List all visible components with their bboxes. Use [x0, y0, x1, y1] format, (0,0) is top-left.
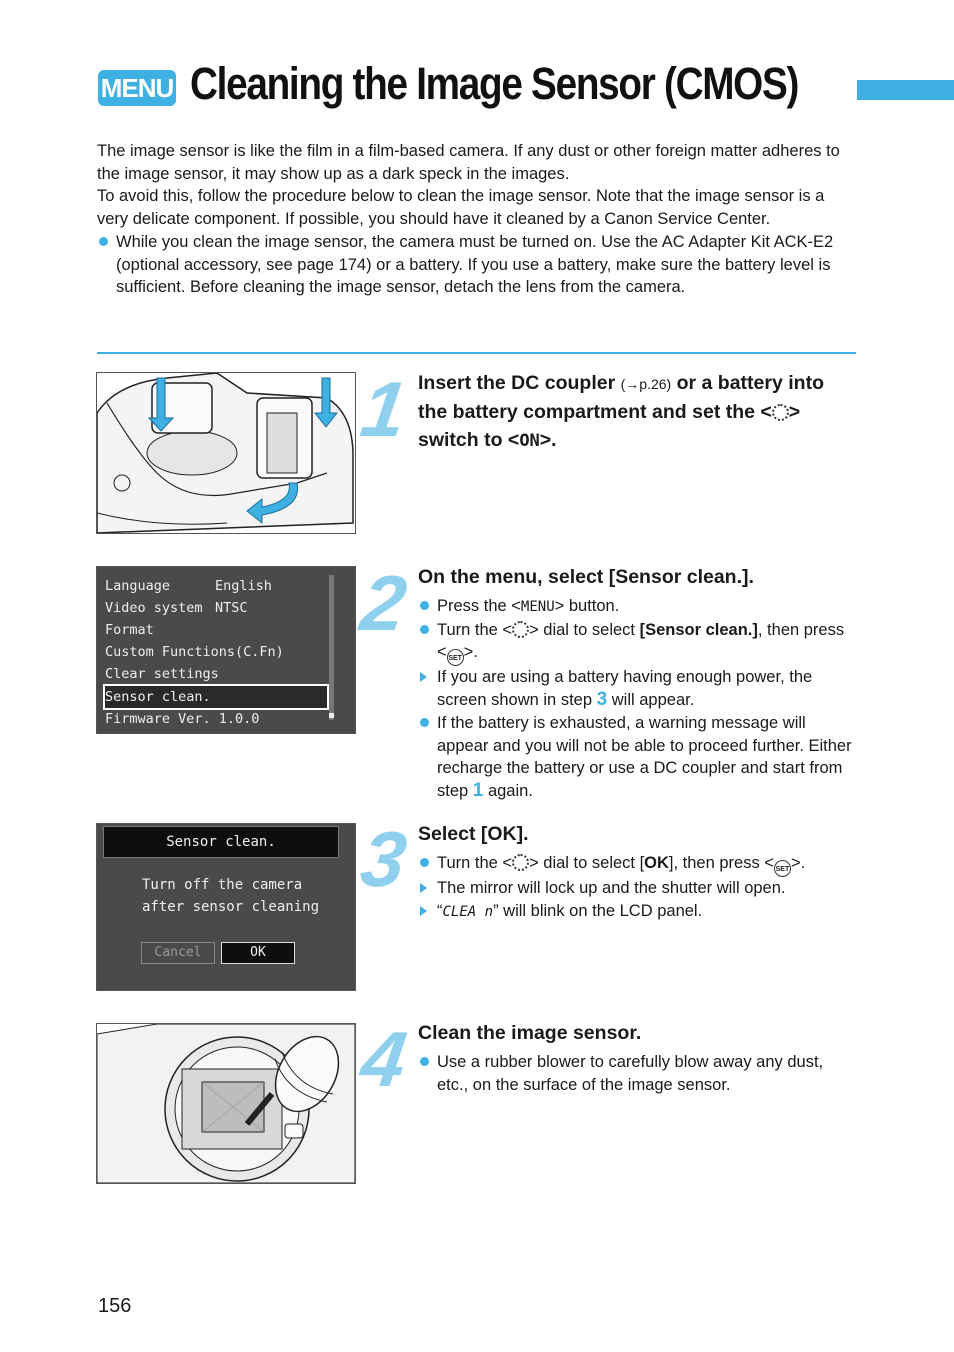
step-2	[418, 563, 858, 803]
result-arrow-icon	[420, 672, 427, 682]
lcd-dialog-title: Sensor clean.	[103, 826, 339, 858]
step-number: 2	[355, 559, 412, 647]
step-4	[418, 1019, 858, 1096]
page-title: Cleaning the Image Sensor (CMOS)	[190, 58, 799, 109]
step-number: 4	[355, 1015, 412, 1103]
lcd-ok-button: OK	[221, 942, 295, 964]
step-number: 1	[355, 365, 412, 453]
step-title: Select [OK].	[418, 823, 529, 845]
bullet-dot-icon	[420, 1057, 429, 1066]
list-item: Turn the < > dial to select [OK], then press < SET >.	[418, 852, 858, 877]
page-number: 156	[98, 1295, 132, 1317]
lcd-scrollbar	[329, 575, 334, 720]
step-title: Clean the image sensor.	[418, 1022, 642, 1044]
result-arrow-icon	[420, 906, 427, 916]
battery-insertion-illustration	[96, 372, 356, 534]
lcd-scroll-thumb	[329, 713, 334, 718]
list-item: If you are using a battery having enough power, the screen shown in step 3 will appear.	[418, 666, 858, 711]
list-item: If the battery is exhausted, a warning message will appear and you will not be able to proceed further. Either recharge the battery or use a DC coupler and start from step 1 again.	[418, 712, 858, 803]
lcd-sensor-clean-dialog	[96, 823, 356, 991]
lcd-cancel-button: Cancel	[141, 942, 215, 964]
bullet-dot-icon	[420, 625, 429, 634]
lcd-menu-item: Video system NTSC	[105, 600, 248, 616]
lcd-menu-item-selected: Sensor clean.	[105, 686, 327, 708]
intro-paragraph-2: To avoid this, follow the procedure below to clean the image sensor. Note that the image sensor is a very delicate component. If possible, you should have it cleaned by a Canon Service Center.	[97, 187, 825, 229]
quick-control-dial-icon	[512, 621, 529, 638]
list-item: Turn the < > dial to select [Sensor clean.], then press < SET >.	[418, 619, 858, 667]
intro-bullet-text: While you clean the image sensor, the camera must be turned on. Use the AC Adapter Kit ACK-E2 (optional accessory, see page 174) or a battery. If you use a battery, make sure the battery level is sufficient. Before cleaning the image sensor, detach the lens from the camera.	[116, 232, 834, 297]
set-button-icon: SET	[447, 649, 464, 666]
section-divider	[97, 352, 856, 354]
lcd-menu-item: Clear settings	[105, 666, 219, 682]
step-title: On the menu, select [Sensor clean.].	[418, 566, 754, 588]
bullet-dot-icon	[420, 718, 429, 727]
intro-paragraph-1: The image sensor is like the film in a film-based camera. If any dust or other foreign matter adheres to the image sensor, it may show up as a dark speck in the images.	[97, 142, 840, 183]
step-3	[418, 820, 858, 923]
list-item: The mirror will lock up and the shutter will open.	[418, 877, 858, 900]
step-1	[418, 369, 858, 459]
lcd-menu-item: Custom Functions(C.Fn)	[105, 644, 284, 660]
blower-cleaning-illustration	[97, 1024, 355, 1183]
camera-battery-illustration	[97, 373, 355, 533]
bullet-dot-icon	[420, 858, 429, 867]
quick-control-dial-icon	[512, 854, 529, 871]
set-button-icon: SET	[774, 860, 791, 877]
list-item: Use a rubber blower to carefully blow away any dust, etc., on the surface of the image sensor.	[418, 1051, 858, 1096]
intro-section	[97, 140, 857, 299]
lcd-menu-item: Format	[105, 622, 154, 638]
step-title: Insert the DC coupler (→p.26) or a battery into the battery compartment and set the < > switch to <ON>.	[418, 372, 824, 451]
intro-bullet	[97, 231, 857, 299]
sensor-cleaning-illustration	[96, 1023, 356, 1184]
power-switch-icon	[772, 404, 789, 421]
bullet-dot-icon	[99, 237, 108, 246]
lcd-dialog-message: Turn off the camera after sensor cleaning	[142, 877, 320, 915]
result-arrow-icon	[420, 883, 427, 893]
list-item: “CLEA n” will blink on the LCD panel.	[418, 900, 858, 924]
list-item: Press the <MENU> button.	[418, 595, 858, 619]
menu-badge: MENU	[98, 70, 176, 106]
lcd-menu-item: Firmware Ver. 1.0.0	[105, 711, 260, 727]
lcd-menu-item: Language English	[105, 578, 272, 594]
lcd-menu-screen	[96, 566, 356, 734]
bullet-dot-icon	[420, 601, 429, 610]
step-number: 3	[355, 815, 412, 903]
title-accent-bar	[857, 80, 954, 100]
